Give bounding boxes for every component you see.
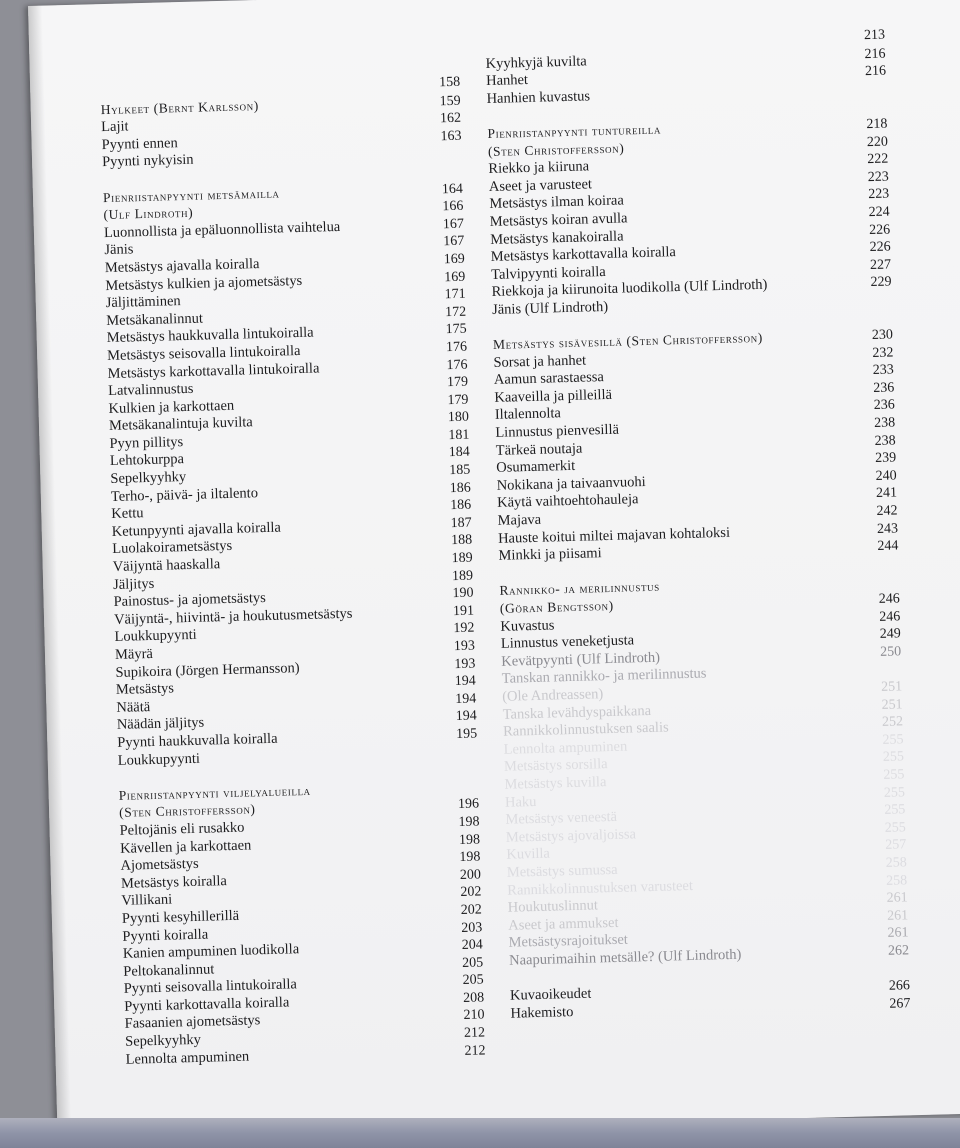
toc-page-number: 176 <box>446 357 468 373</box>
toc-entry-title: Pyynti haukkuvalla koiralla <box>117 730 278 751</box>
toc-entry-title: Metsästys sisävesillä (Sten Christoffersson) <box>492 329 764 353</box>
toc-page-number: 252 <box>881 714 904 731</box>
toc-entry-title: Peltokanalinnut <box>123 961 215 980</box>
toc-page-number: 238 <box>874 415 896 432</box>
toc-entry-title: Väijyntä haaskalla <box>112 556 221 576</box>
toc-entry-title: Pyynti ennen <box>101 134 178 153</box>
toc-page-number: 242 <box>876 503 898 519</box>
toc-page-number: 198 <box>458 814 480 830</box>
toc-entry-title: Fasaanien ajometsästys <box>124 1012 261 1033</box>
toc-page-number: 167 <box>442 216 465 232</box>
toc-entry-title: Hauste koitui miltei majavan kohtaloksi <box>497 524 731 547</box>
toc-entry-title: Metsästys ajavalla koiralla <box>104 255 260 277</box>
toc-page-number: 232 <box>872 345 894 361</box>
toc-entry-title: Väijyntä-, hiivintä- ja houkutusmetsästys <box>113 605 353 628</box>
toc-page-number: 243 <box>876 521 899 537</box>
toc-page-number: 200 <box>459 867 482 883</box>
toc-page-number: 176 <box>445 339 468 356</box>
toc-page-number: 216 <box>864 46 886 62</box>
toc-page-number: 169 <box>444 269 466 285</box>
toc-entry-title: Metsästys koiralla <box>120 872 228 892</box>
toc-page-number: 205 <box>462 955 484 971</box>
toc-entry-title: Minkki ja piisami <box>498 545 602 565</box>
toc-page-number: 262 <box>887 943 910 959</box>
book-bottom-edge <box>0 1118 960 1148</box>
toc-page-number: 226 <box>868 222 891 238</box>
toc-page-number: 193 <box>453 638 476 655</box>
toc-entry-title: Loukkupyynti <box>114 627 197 646</box>
toc-page-number: 255 <box>882 732 904 748</box>
toc-entry-title: Pyyn pillitys <box>109 433 184 452</box>
toc-entry-title: Luonnollista ja epäluonnollista vaihtelua <box>103 218 341 241</box>
toc-entry-title: Käytä vaihtoehtohauleja <box>496 491 639 512</box>
toc-page-number: 236 <box>873 397 895 414</box>
toc-page-number: 222 <box>867 151 889 168</box>
toc-page-number: 181 <box>448 427 470 444</box>
toc-column-left <box>100 75 486 1069</box>
toc-entry-title: Aamun sarastaessa <box>493 369 605 389</box>
toc-entry-title: Ketunpyynti ajavalla koiralla <box>111 519 282 540</box>
book-page <box>28 0 960 1138</box>
toc-entry-title: Kuvaoikeudet <box>509 985 592 1004</box>
toc-page-number: 167 <box>443 234 465 250</box>
toc-page-number: 224 <box>868 204 890 220</box>
toc-page-number: 251 <box>881 696 903 713</box>
toc-entry-title: Sepelkyyhky <box>124 1031 202 1050</box>
toc-entry-title: Metsäkanalintuja kuvilta <box>108 414 253 435</box>
toc-entry-title: Lehtokurppa <box>109 451 185 470</box>
toc-page-number: 255 <box>884 802 906 818</box>
toc-entry-title: Näätä <box>116 698 151 716</box>
toc-entry-title: Tanskan rannikko- ja merilinnustus <box>501 665 707 688</box>
toc-entry-title: Kettu <box>111 505 144 523</box>
toc-page-number: 163 <box>440 128 462 145</box>
toc-entry-title: Pienriistanpyynti viljelyalueilla <box>118 782 311 803</box>
toc-page-number: 175 <box>445 321 467 338</box>
toc-entry-title: Jänis (Ulf Lindroth) <box>491 298 609 318</box>
toc-page-number: 196 <box>457 796 480 813</box>
toc-entry-title: Loukkupyynti <box>117 750 201 769</box>
toc-page-number: 266 <box>888 978 911 994</box>
toc-page-number: 216 <box>864 63 887 80</box>
toc-entry-title: Jänis <box>104 241 134 259</box>
toc-page-number: 233 <box>872 362 895 379</box>
toc-page-number: 223 <box>868 186 890 203</box>
toc-entry-title: Sepelkyyhky <box>110 469 187 488</box>
toc-page-number: 229 <box>870 274 892 291</box>
toc-entry-title: Supikoira (Jörgen Hermansson) <box>115 659 300 681</box>
toc-entry-title: Iltalennolta <box>494 405 562 424</box>
toc-page-number: 179 <box>446 374 469 391</box>
toc-entry-title: Rannikkolinnustuksen varusteet <box>507 877 694 899</box>
toc-page-number: 205 <box>462 972 484 989</box>
toc-page-number: 202 <box>460 884 482 901</box>
toc-page-number: 261 <box>887 925 909 942</box>
toc-page-number: 159 <box>439 93 461 109</box>
toc-page-number: 218 <box>866 116 888 133</box>
toc-page-number: 258 <box>885 855 907 871</box>
toc-page-number: 250 <box>880 644 902 660</box>
toc-entry-title: (Ole Andreassen) <box>502 686 604 705</box>
toc-entry-title: (Göran Bengtsson) <box>499 597 614 616</box>
toc-entry-title: (Ulf Lindroth) <box>103 204 194 223</box>
toc-column-right <box>485 28 911 1023</box>
toc-page-number: 198 <box>459 849 481 866</box>
toc-page-number: 186 <box>449 480 471 496</box>
toc-page-number: 239 <box>874 450 897 467</box>
toc-entry-title: Talvipyynti koiralla <box>490 263 606 283</box>
toc-entry-title: Metsästys kuvilla <box>504 774 607 793</box>
toc-entry-title: Kanien ampuminen luodikolla <box>122 941 300 962</box>
toc-entry-title: Nokikana ja taivaanvuohi <box>496 473 646 494</box>
toc-entry-title: Kävellen ja karkottaen <box>119 836 252 857</box>
toc-entry-title: Majava <box>497 511 542 529</box>
toc-entry-title: Pyynti karkottavalla koiralla <box>124 994 290 1015</box>
toc-page-number: 192 <box>453 620 475 637</box>
toc-page-number: 203 <box>461 919 483 936</box>
toc-entry-title: Kulkien ja karkottaen <box>108 397 235 417</box>
toc-entry-title: Metsästys ajovaljoissa <box>505 826 637 846</box>
toc-entry-title: Metsästys karkottavalla koiralla <box>490 244 677 266</box>
toc-entry-title: Jäljitys <box>112 575 155 593</box>
toc-entry-title: Metsästys <box>115 680 175 699</box>
toc-page-number: 213 <box>863 27 886 44</box>
toc-page-number: 188 <box>450 532 473 549</box>
toc-entry-title: Metsästys koiran avulla <box>489 210 628 230</box>
toc-entry-title: Lajit <box>100 118 129 136</box>
toc-entry-title: Riekkoja ja kiirunoita luodikolla (Ulf Lindroth) <box>491 277 768 301</box>
toc-entry-title: Houkutuslinnut <box>507 897 599 916</box>
toc-page-number: 191 <box>452 603 475 619</box>
toc-page-number: 169 <box>443 251 465 268</box>
toc-entry-title: Metsästys seisovalla lintukoiralla <box>106 342 301 364</box>
toc-page-number: 267 <box>889 995 911 1012</box>
toc-page-number: 251 <box>880 679 903 695</box>
toc-page-number: 194 <box>455 708 477 725</box>
toc-entry-title: Luolakoirametsästys <box>112 538 233 558</box>
toc-entry-title: Metsästys sumussa <box>506 861 618 881</box>
toc-page-number: 220 <box>866 134 889 150</box>
toc-page-number: 184 <box>448 445 471 461</box>
toc-page-number: 190 <box>452 585 474 602</box>
toc-page-number: 193 <box>454 656 476 672</box>
toc-entry-title: Lennolta ampuminen <box>125 1048 250 1068</box>
toc-entry-title: Hanhien kuvastus <box>486 88 591 107</box>
toc-entry-title: Rannikko- ja merilinnustus <box>499 579 660 599</box>
toc-entry-title: Metsästys sorsilla <box>503 756 608 776</box>
toc-entry-title: Kaaveilla ja pilleillä <box>494 386 613 406</box>
toc-entry-title: Pyynti nykyisin <box>101 152 194 171</box>
toc-page-number: 240 <box>875 468 897 484</box>
toc-entry-title: Metsästys ilman koiraa <box>489 192 625 213</box>
toc-entry-title: Naapurimaihin metsälle? (Ulf Lindroth) <box>508 946 742 969</box>
toc-page-number: 238 <box>874 433 896 449</box>
toc-page-number: 179 <box>447 392 469 408</box>
toc-entry-title: Kuvilla <box>506 845 551 864</box>
toc-page-number: 186 <box>450 497 472 514</box>
toc-entry-title: Pyynti kesyhillerillä <box>121 907 240 927</box>
toc-page-number: 210 <box>463 1007 485 1024</box>
toc-page-number: 258 <box>885 872 908 889</box>
toc-page-number: 195 <box>456 726 478 743</box>
toc-page-number: 180 <box>447 409 470 426</box>
toc-page-number: 187 <box>450 515 472 531</box>
toc-page-number: 189 <box>451 568 474 584</box>
toc-page-number: 244 <box>877 538 899 555</box>
toc-entry-title: Näädän jäljitys <box>116 715 205 734</box>
toc-page-number: 158 <box>438 74 461 91</box>
toc-page-number: 257 <box>885 837 907 854</box>
toc-entry-title: Metsästys kanakoiralla <box>490 228 624 248</box>
toc-entry-title: Villikani <box>121 891 173 910</box>
toc-entry-title: (Sten Christoffersson) <box>487 140 625 159</box>
toc-page-number: 241 <box>875 485 898 502</box>
toc-entry-title: Aseet ja ammukset <box>508 914 619 934</box>
toc-page-number: 230 <box>871 327 894 344</box>
toc-page-number: 223 <box>867 169 889 185</box>
toc-entry-title: Painostus- ja ajometsästys <box>113 590 267 611</box>
toc-page-number: 185 <box>449 462 471 479</box>
toc-page-number: 194 <box>455 691 477 707</box>
toc-entry-title: Latvalinnustus <box>107 380 194 400</box>
toc-entry-title: Linnustus veneketjusta <box>500 632 635 653</box>
toc-page-number: 249 <box>879 626 901 643</box>
toc-entry-title: Jäljittäminen <box>105 293 181 312</box>
toc-entry-title: Tärkeä noutaja <box>495 440 583 459</box>
toc-page-number: 162 <box>439 110 462 127</box>
toc-page-number: 255 <box>883 767 905 783</box>
toc-page-number: 198 <box>458 831 481 848</box>
toc-entry-title: Osumamerkit <box>496 458 576 477</box>
toc-page-number: 166 <box>442 198 464 215</box>
toc-entry-title: Kuvastus <box>500 617 555 635</box>
toc-page-number: 255 <box>882 749 905 766</box>
toc-page-number: 202 <box>460 902 483 918</box>
toc-entry-title: Peltojänis eli rusakko <box>119 819 245 839</box>
toc-page-number: 227 <box>869 257 892 273</box>
toc-entry-title: Tanska levähdyspaikkana <box>502 702 652 723</box>
toc-page-number: 164 <box>441 181 464 197</box>
toc-page-number: 171 <box>444 286 466 303</box>
toc-entry-title: Hylkeet (Bernt Karlsson) <box>100 97 260 117</box>
toc-entry-title: Terho-, päivä- ja iltalento <box>110 484 259 505</box>
toc-entry-title: Ajometsästys <box>120 855 199 874</box>
toc-entry-title: Mäyrä <box>114 645 154 663</box>
toc-entry-title: Pyynti koiralla <box>122 926 209 945</box>
toc-page-number: 208 <box>462 990 485 1006</box>
toc-entry-title: Riekko ja kiiruna <box>488 158 590 178</box>
toc-entry-title: Metsästys karkottavalla lintukoiralla <box>107 359 320 382</box>
toc-entry-title: Pienriistanpyynti tuntureilla <box>487 121 662 141</box>
toc-entry-title: Linnustus pienvesillä <box>495 421 620 441</box>
toc-entry-title: Metsästysrajoitukset <box>508 931 629 952</box>
toc-entry-title: Rannikkolinnustuksen saalis <box>502 719 669 740</box>
toc-page-number: 212 <box>463 1025 486 1041</box>
toc-page-number: 255 <box>883 784 906 801</box>
toc-entry-title: Pyynti seisovalla lintukoiralla <box>123 976 298 998</box>
toc-page-number: 226 <box>869 239 891 256</box>
toc-entry-title: Sorsat ja hanhet <box>493 352 587 371</box>
toc-entry-title: Pienriistanpyynti metsämailla <box>102 185 280 205</box>
toc-page-number: 255 <box>884 820 907 836</box>
toc-entry-title: Kevätpyynti (Ulf Lindroth) <box>501 649 661 670</box>
toc-page-number: 212 <box>464 1043 486 1059</box>
toc-entry-title: Hakemisto <box>510 1003 574 1022</box>
toc-page-number: 261 <box>886 890 908 906</box>
toc-entry-title: Kyyhkyjä kuvilta <box>485 52 587 72</box>
toc-entry-title: Metsästys kulkien ja ajometsästys <box>105 272 303 294</box>
toc-entry-title: Lennolta ampuminen <box>503 738 628 758</box>
toc-page-number: 194 <box>454 673 477 690</box>
toc-entry-title: Haku <box>504 793 537 811</box>
toc-page-number: 189 <box>451 550 473 567</box>
toc-entry-title: (Sten Christoffersson) <box>118 801 256 821</box>
toc-page-number: 246 <box>878 591 901 607</box>
toc-page-number: 261 <box>886 907 909 924</box>
toc-entry-title: Metsästys haukkuvalla lintukoiralla <box>106 324 314 347</box>
toc-entry-title: Aseet ja varusteet <box>488 176 593 195</box>
toc-entry-title: Hanhet <box>485 72 529 90</box>
toc-entry-title: Metsäkanalinnut <box>106 310 204 329</box>
toc-page-number: 246 <box>879 608 901 625</box>
toc-page-number: 236 <box>873 380 895 396</box>
toc-entry-title: Metsästys veneestä <box>505 808 618 828</box>
toc-page-number: 172 <box>444 304 467 320</box>
toc-page-number: 204 <box>461 937 483 954</box>
